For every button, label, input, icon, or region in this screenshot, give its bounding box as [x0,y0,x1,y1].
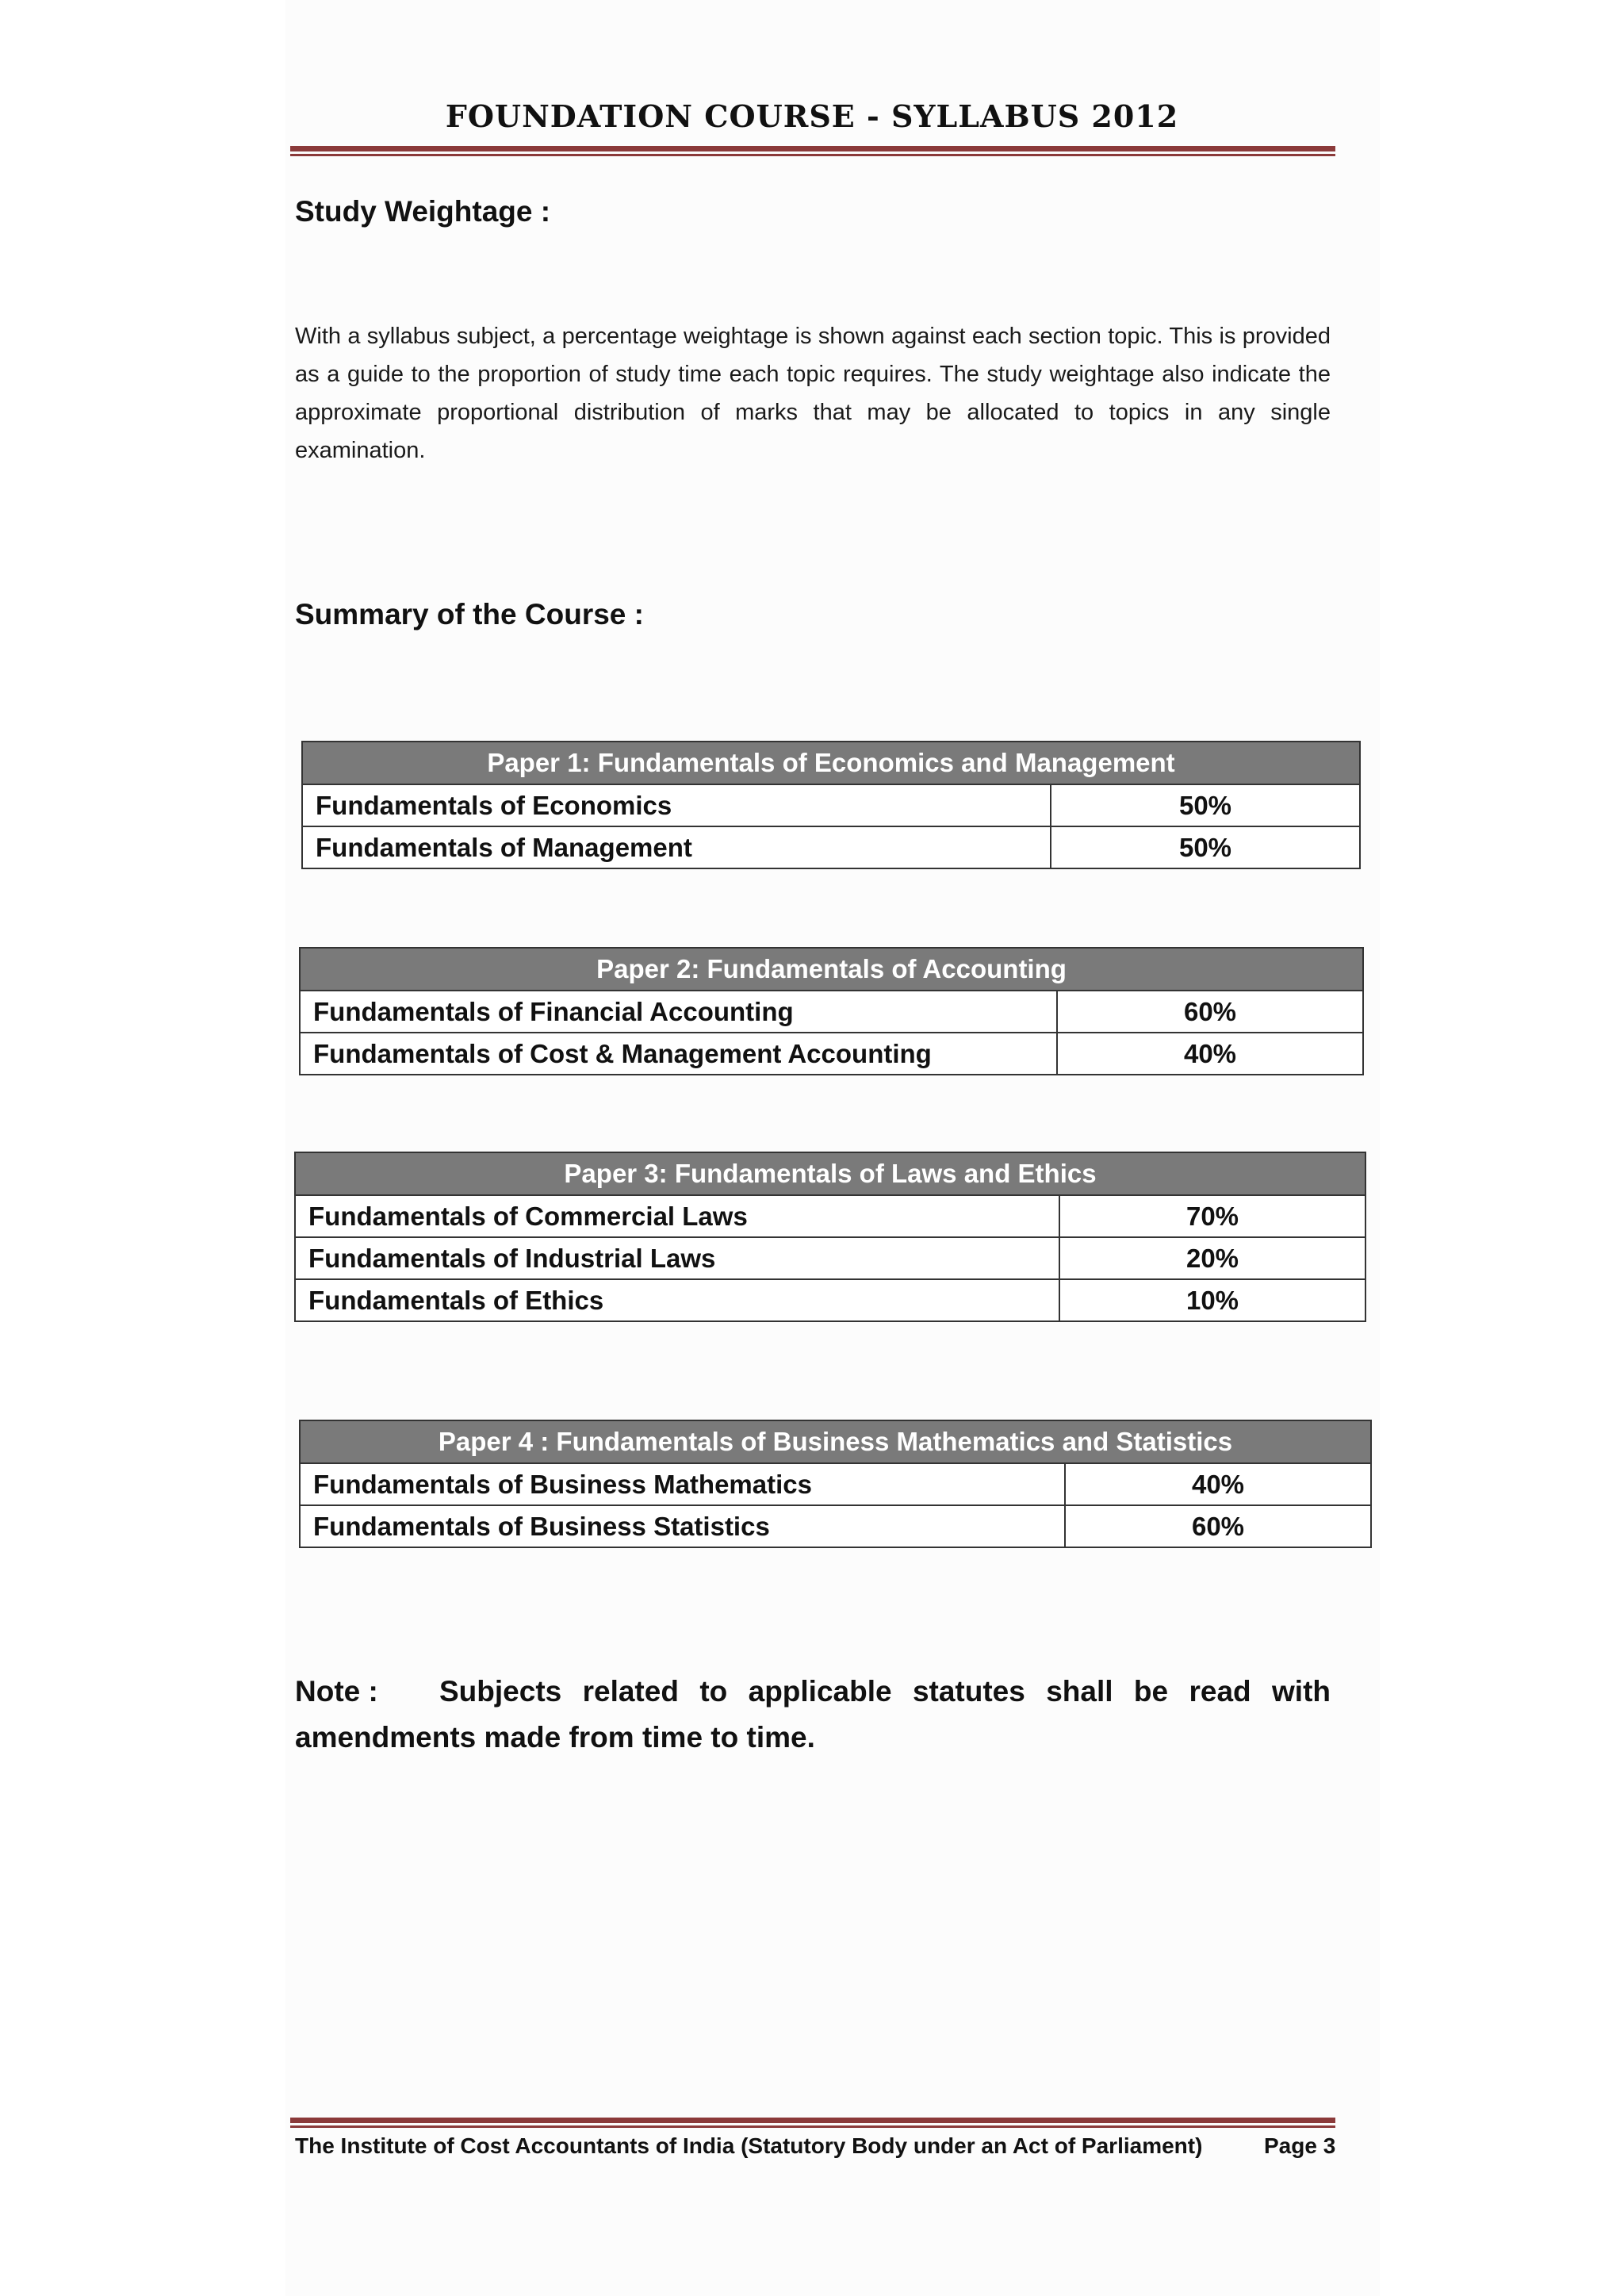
subject-cell: Fundamentals of Commercial Laws [295,1195,1059,1237]
weight-cell: 60% [1065,1505,1371,1547]
paper-1-title: Paper 1: Fundamentals of Economics and Management [302,742,1360,784]
table-row [295,1279,1365,1321]
study-weightage-heading: Study Weightage : [295,195,551,228]
table-row [300,991,1363,1033]
page-header-title: FOUNDATION COURSE - SYLLABUS 2012 [445,98,1179,134]
subject-cell: Fundamentals of Cost & Management Accounting [300,1033,1057,1075]
paper-2-table [299,947,1364,1075]
page-number: Page 3 [1264,2133,1336,2158]
table-header-row [295,1152,1365,1195]
note-paragraph [295,1669,1331,1761]
subject-cell: Fundamentals of Business Mathematics [300,1463,1065,1505]
weight-cell: 20% [1059,1237,1365,1279]
weight-cell: 10% [1059,1279,1365,1321]
paper-4-title: Paper 4 : Fundamentals of Business Mathematics and Statistics [300,1420,1371,1463]
weight-cell: 40% [1065,1463,1371,1505]
table-row [300,1505,1371,1547]
table-row [295,1237,1365,1279]
summary-heading: Summary of the Course : [295,598,644,631]
study-weightage-paragraph: With a syllabus subject, a percentage weightage is shown against each section topic. This is provided as a guide to the proportion of study time each topic requires. The study weightage also indicate the approximate proportional distribution of marks that may be allocated to topics in any single examination. [295,324,1331,463]
paper-3-title: Paper 3: Fundamentals of Laws and Ethics [295,1152,1365,1195]
subject-cell: Fundamentals of Management [302,826,1051,868]
subject-cell: Fundamentals of Economics [302,784,1051,826]
table-header-row [302,742,1360,784]
weight-cell: 70% [1059,1195,1365,1237]
subject-cell: Fundamentals of Industrial Laws [295,1237,1059,1279]
table-row [300,1463,1371,1505]
paper-2-title: Paper 2: Fundamentals of Accounting [300,948,1363,991]
table-row [295,1195,1365,1237]
subject-cell: Fundamentals of Ethics [295,1279,1059,1321]
table-row [300,1033,1363,1075]
table-header-row [300,1420,1371,1463]
weight-cell: 50% [1051,826,1360,868]
paper-4-table [299,1420,1372,1548]
table-row [302,784,1360,826]
paper-3-table [294,1152,1366,1322]
weight-cell: 60% [1057,991,1363,1033]
header-divider [290,146,1335,156]
note-label: Note : [295,1675,378,1708]
subject-cell: Fundamentals of Business Statistics [300,1505,1065,1547]
note-text: Subjects related to applicable statutes shall be read with amendments made from time to time. [295,1675,1331,1754]
table-row [302,826,1360,868]
footer-divider [290,2118,1335,2128]
weight-cell: 50% [1051,784,1360,826]
weight-cell: 40% [1057,1033,1363,1075]
subject-cell: Fundamentals of Financial Accounting [300,991,1057,1033]
paper-1-table [301,741,1361,869]
table-header-row [300,948,1363,991]
footer-institute: The Institute of Cost Accountants of India (Statutory Body under an Act of Parliament) [295,2133,1203,2158]
